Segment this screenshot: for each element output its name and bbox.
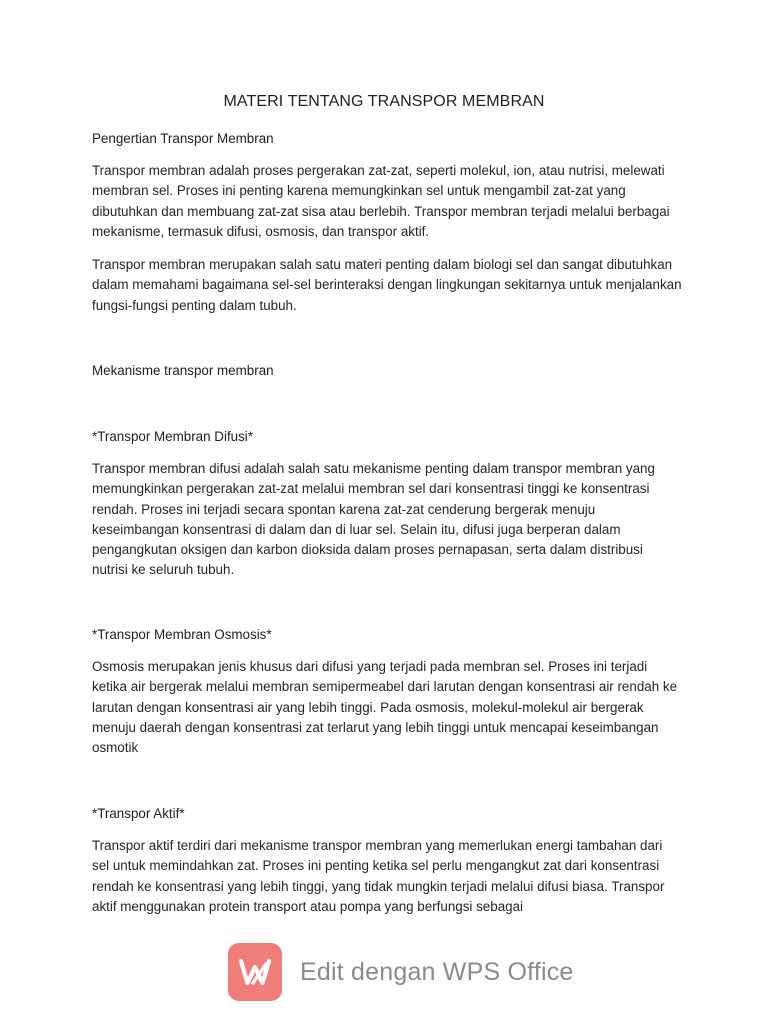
subheading-difusi: *Transpor Membran Difusi*	[92, 429, 253, 444]
paragraph-osmosis: Osmosis merupakan jenis khusus dari difusi yang terjadi pada membran sel. Proses ini terjadi ketika air bergerak melalui membran semipermeabel dari larutan dengan konsentrasi air rendah ke larutan dengan konsentrasi air yang lebih tinggi. Pada osmosis, molekul-molekul air bergerak menuju daerah dengan konsentrasi zat terlarut yang lebih tinggi untuk mencapai keseimbangan osmotik	[92, 659, 678, 756]
document-title: MATERI TENTANG TRANSPOR MEMBRAN	[223, 93, 545, 110]
paragraph-pengertian-1: Transpor membran adalah proses pergerakan zat-zat, seperti molekul, ion, atau nutrisi, melewati membran sel. Proses ini penting karena memungkinkan sel untuk mengambil zat-zat yang dibutuhkan dan membuang zat-zat sisa atau berlebih. Transpor membran terjadi melalui berbagai mekanisme, termasuk difusi, osmosis, dan transpor aktif.	[92, 163, 670, 239]
subheading-osmosis: *Transpor Membran Osmosis*	[92, 627, 272, 642]
paragraph-pengertian-2: Transpor membran merupakan salah satu materi penting dalam biologi sel dan sangat dibutuhkan dalam memahami bagaimana sel-sel berinteraksi dengan lingkungan sekitarnya untuk menjalankan fungsi-fungsi penting dalam tubuh.	[92, 257, 682, 313]
paragraph-difusi: Transpor membran difusi adalah salah satu mekanisme penting dalam transpor membran yang memungkinkan pergerakan zat-zat melalui membran sel dari konsentrasi tinggi ke konsentrasi rendah. Proses ini terjadi secara spontan karena zat-zat cenderung bergerak menuju keseimbangan konsentrasi di dalam dan di luar sel. Selain itu, difusi juga berperan dalam pengangkutan oksigen dan karbon dioksida dalam proses pernapasan, serta dalam distribusi nutrisi ke seluruh tubuh.	[92, 461, 655, 578]
wps-edit-banner[interactable]	[228, 943, 574, 1001]
wps-w-icon	[228, 943, 282, 1001]
subheading-transpor-aktif: *Transpor Aktif*	[92, 806, 185, 821]
paragraph-transpor-aktif: Transpor aktif terdiri dari mekanisme transpor membran yang memerlukan energi tambahan dari sel untuk memindahkan zat. Proses ini penting ketika sel perlu mengangkut zat dari konsentrasi rendah ke konsentrasi yang lebih tinggi, yang tidak mungkin terjadi melalui difusi biasa. Transpor aktif menggunakan protein transport atau pompa yang berfungsi sebagai	[92, 838, 665, 914]
section-heading-pengertian: Pengertian Transpor Membran	[92, 131, 274, 146]
wps-edit-label: Edit dengan WPS Office	[300, 957, 574, 986]
section-heading-mekanisme: Mekanisme transpor membran	[92, 363, 274, 378]
